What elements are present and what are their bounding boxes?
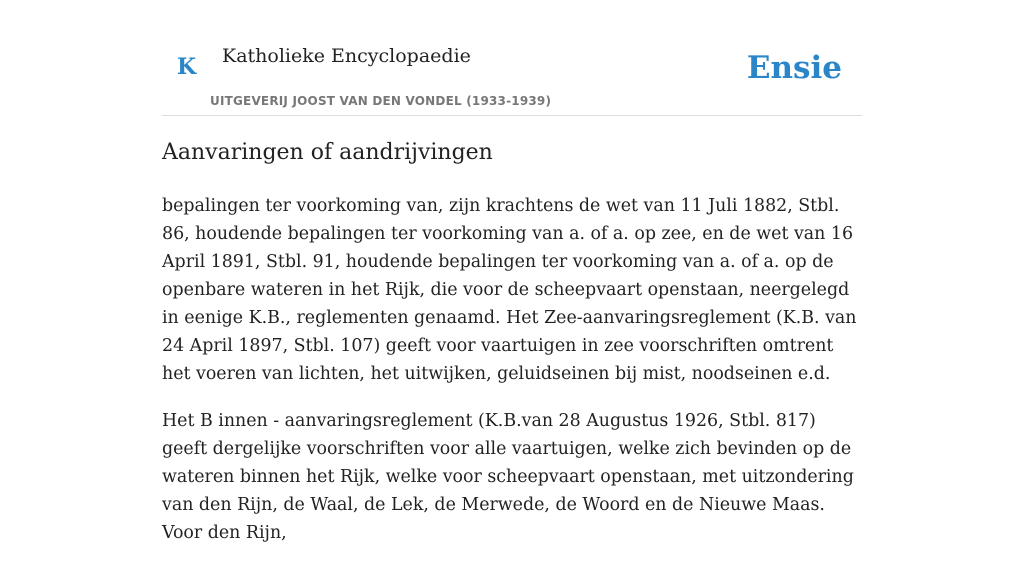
site-title[interactable]: Katholieke Encyclopaedie (222, 45, 471, 67)
article-paragraph: Het B innen - aanvaringsreglement (K.B.van 28 Augustus 1926, Stbl. 817) geeft dergelijke voorschriften voor alle vaartuigen, welke zich bevinden op de wateren binnen het Rijk, welke voor scheepvaart openstaan, met uitzondering van den Rijn, de Waal, de Lek, de Merwede, de Woord en de Nieuwe Maas. Voor den Rijn, (162, 411, 854, 543)
article-paragraph: bepalingen ter voorkoming van, zijn krachtens de wet van 11 Juli 1882, Stbl. 86, houdende bepalingen ter voorkoming van a. of a. op zee, en de wet van 16 April 1891, Stbl. 91, houdende bepalingen ter voorkoming van a. of a. op de openbare wateren in het Rijk, die voor de scheepvaart openstaan, neergelegd in eenige K.B., reglementen genaamd. Het Zee-aanvaringsreglement (K.B. van 24 April 1897, Stbl. 107) geeft voor vaartuigen in zee voorschriften omtrent het voeren van lichten, het uitwijken, geluidseinen bij mist, noodseinen e.d. (162, 196, 857, 384)
site-header (162, 40, 862, 116)
logo-icon[interactable]: K (177, 54, 197, 80)
article-body (162, 192, 864, 566)
article-title: Aanvaringen of aandrijvingen (162, 140, 493, 165)
brand-logo-link[interactable]: Ensie (746, 50, 842, 86)
publisher-subtitle: UITGEVERIJ JOOST VAN DEN VONDEL (1933-1939) (210, 94, 552, 108)
